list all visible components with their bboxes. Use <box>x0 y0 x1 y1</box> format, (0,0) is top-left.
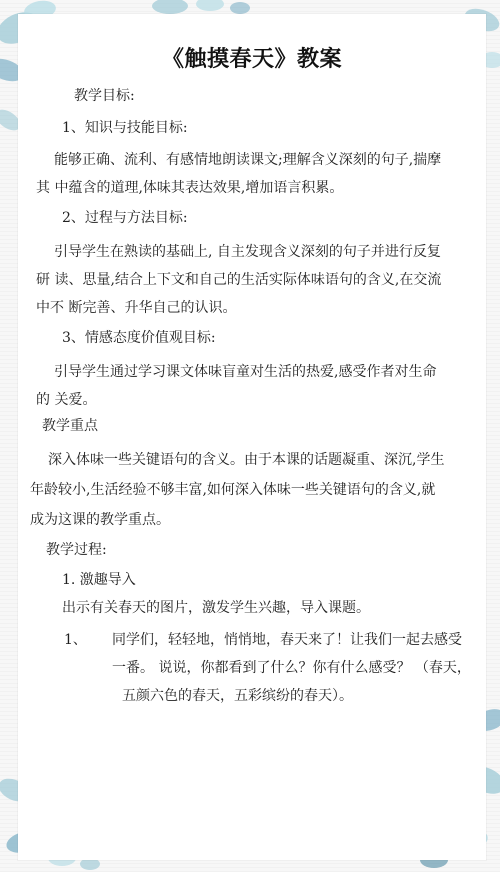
step1-heading: 1. 激趣导入 <box>62 572 136 588</box>
document-page <box>18 14 486 860</box>
goal2-text-line1: 引导学生在熟读的基础上, 自主发现含义深刻的句子并进行反复 <box>54 244 441 260</box>
goal3-text-line1: 引导学生通过学习课文体味盲童对生活的热爱,感受作者对生命 <box>54 364 437 380</box>
goal2-heading: 2、过程与方法目标: <box>62 210 188 226</box>
document-title: 《触摸春天》教案 <box>161 47 342 72</box>
goals-heading: 教学目标: <box>74 88 135 104</box>
item1-text-line3: 五颜六色的春天，五彩缤纷的春天）。 <box>122 688 353 704</box>
item1-text-line1: 同学们，轻轻地，悄悄地，春天来了！让我们一起去感受 <box>112 632 462 648</box>
focus-text-line1: 深入体味一些关键语句的含义。由于本课的话题凝重、深沉,学生 <box>48 452 445 468</box>
goal3-heading: 3、情感态度价值观目标: <box>62 330 216 346</box>
goal1-text-line2: 其 中蕴含的道理,体味其表达效果,增加语言积累。 <box>36 180 344 196</box>
process-heading: 教学过程: <box>46 542 107 558</box>
item1-number: 1、 <box>64 632 87 648</box>
goal2-text-line2: 研 读、思量,结合上下文和自己的生活实际体味语句的含义,在交流 <box>36 272 442 288</box>
goal1-text-line1: 能够正确、流利、有感情地朗读课文;理解含义深刻的句子,揣摩 <box>54 152 442 168</box>
item1-text-line2: 一番。 说说，你都看到了什么？你有什么感受？ （春天， <box>112 660 471 676</box>
goal3-text-line2: 的 关爱。 <box>36 392 97 408</box>
focus-text-line2: 年龄较小,生活经验不够丰富,如何深入体味一些关键语句的含义,就 <box>30 482 436 498</box>
focus-text-line3: 成为这课的教学重点。 <box>30 512 170 528</box>
goal2-text-line3: 中不 断完善、升华自己的认识。 <box>36 300 237 316</box>
step1-text: 出示有关春天的图片，激发学生兴趣，导入课题。 <box>62 600 370 616</box>
focus-heading: 教学重点 <box>42 418 98 434</box>
goal1-heading: 1、知识与技能目标: <box>62 120 188 136</box>
